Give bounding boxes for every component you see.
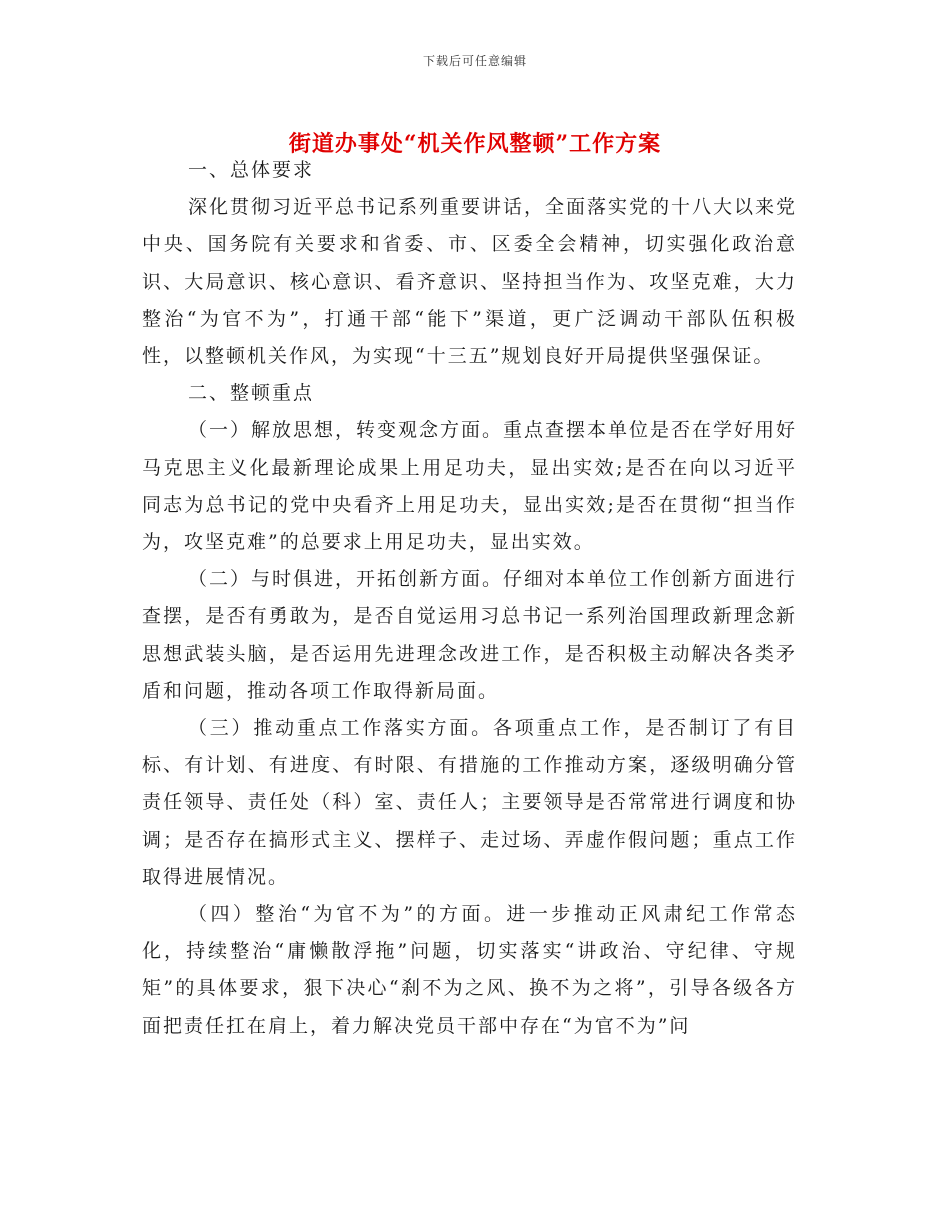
paragraph-overall-requirements: 深化贯彻习近平总书记系列重要讲话，全面落实党的十八大以来党中央、国务院有关要求和省委、市、区委全会精神，切实强化政治意识、大局意识、核心意识、看齐意识、坚持担当作为、攻坚克难，大力整治“为官不为”，打通干部“能下”渠道，更广泛调动干部队伍积极性，以整顿机关作风，为实现“十三五”规划良好开局提供坚强保证。 [142,196,798,368]
paragraph-focus-1: （一）解放思想，转变观念方面。重点查摆本单位是否在学好用好马克思主义化最新理论成果上用足功夫，显出实效;是否在向以习近平同志为总书记的党中央看齐上用足功夫，显出实效;是否在贯彻“担当作为，攻坚克难”的总要求上用足功夫，显出实效。 [142,419,798,554]
paragraph-focus-3: （三）推动重点工作落实方面。各项重点工作，是否制订了有目标、有计划、有进度、有时限、有措施的工作推动方案，逐级明确分管责任领导、责任处（科）室、责任人；主要领导是否常常进行调度和协调；是否存在搞形式主义、摆样子、走过场、弄虚作假问题；重点工作取得进展情况。 [142,717,797,888]
section-heading-rectification-focus: 二、整顿重点 [188,382,315,405]
paragraph-focus-2: （二）与时俱进，开拓创新方面。仔细对本单位工作创新方面进行查摆，是否有勇敢为，是否自觉运用习总书记一系列治国理政新理念新思想武装头脑，是否运用先进理念改进工作，是否积极主动解决各类矛盾和问题，推动各项工作取得新局面。 [142,568,798,702]
paragraph-focus-4: （四）整治“为官不为”的方面。进一步推动正风肃纪工作常态化，持续整治“庸懒散浮拖”问题，切实落实“讲政治、守纪律、守规矩”的具体要求，狠下决心“刹不为之风、换不为之将”，引导各级各方面把责任扛在肩上，着力解决党员干部中存在“为官不为”问 [142,903,797,1037]
section-heading-overall-requirements: 一、总体要求 [188,159,315,181]
page-header-note: 下载后可任意编辑 [422,54,527,68]
document-body [142,152,797,1045]
document-title: 街道办事处“机关作风整顿”工作方案 [288,130,662,157]
